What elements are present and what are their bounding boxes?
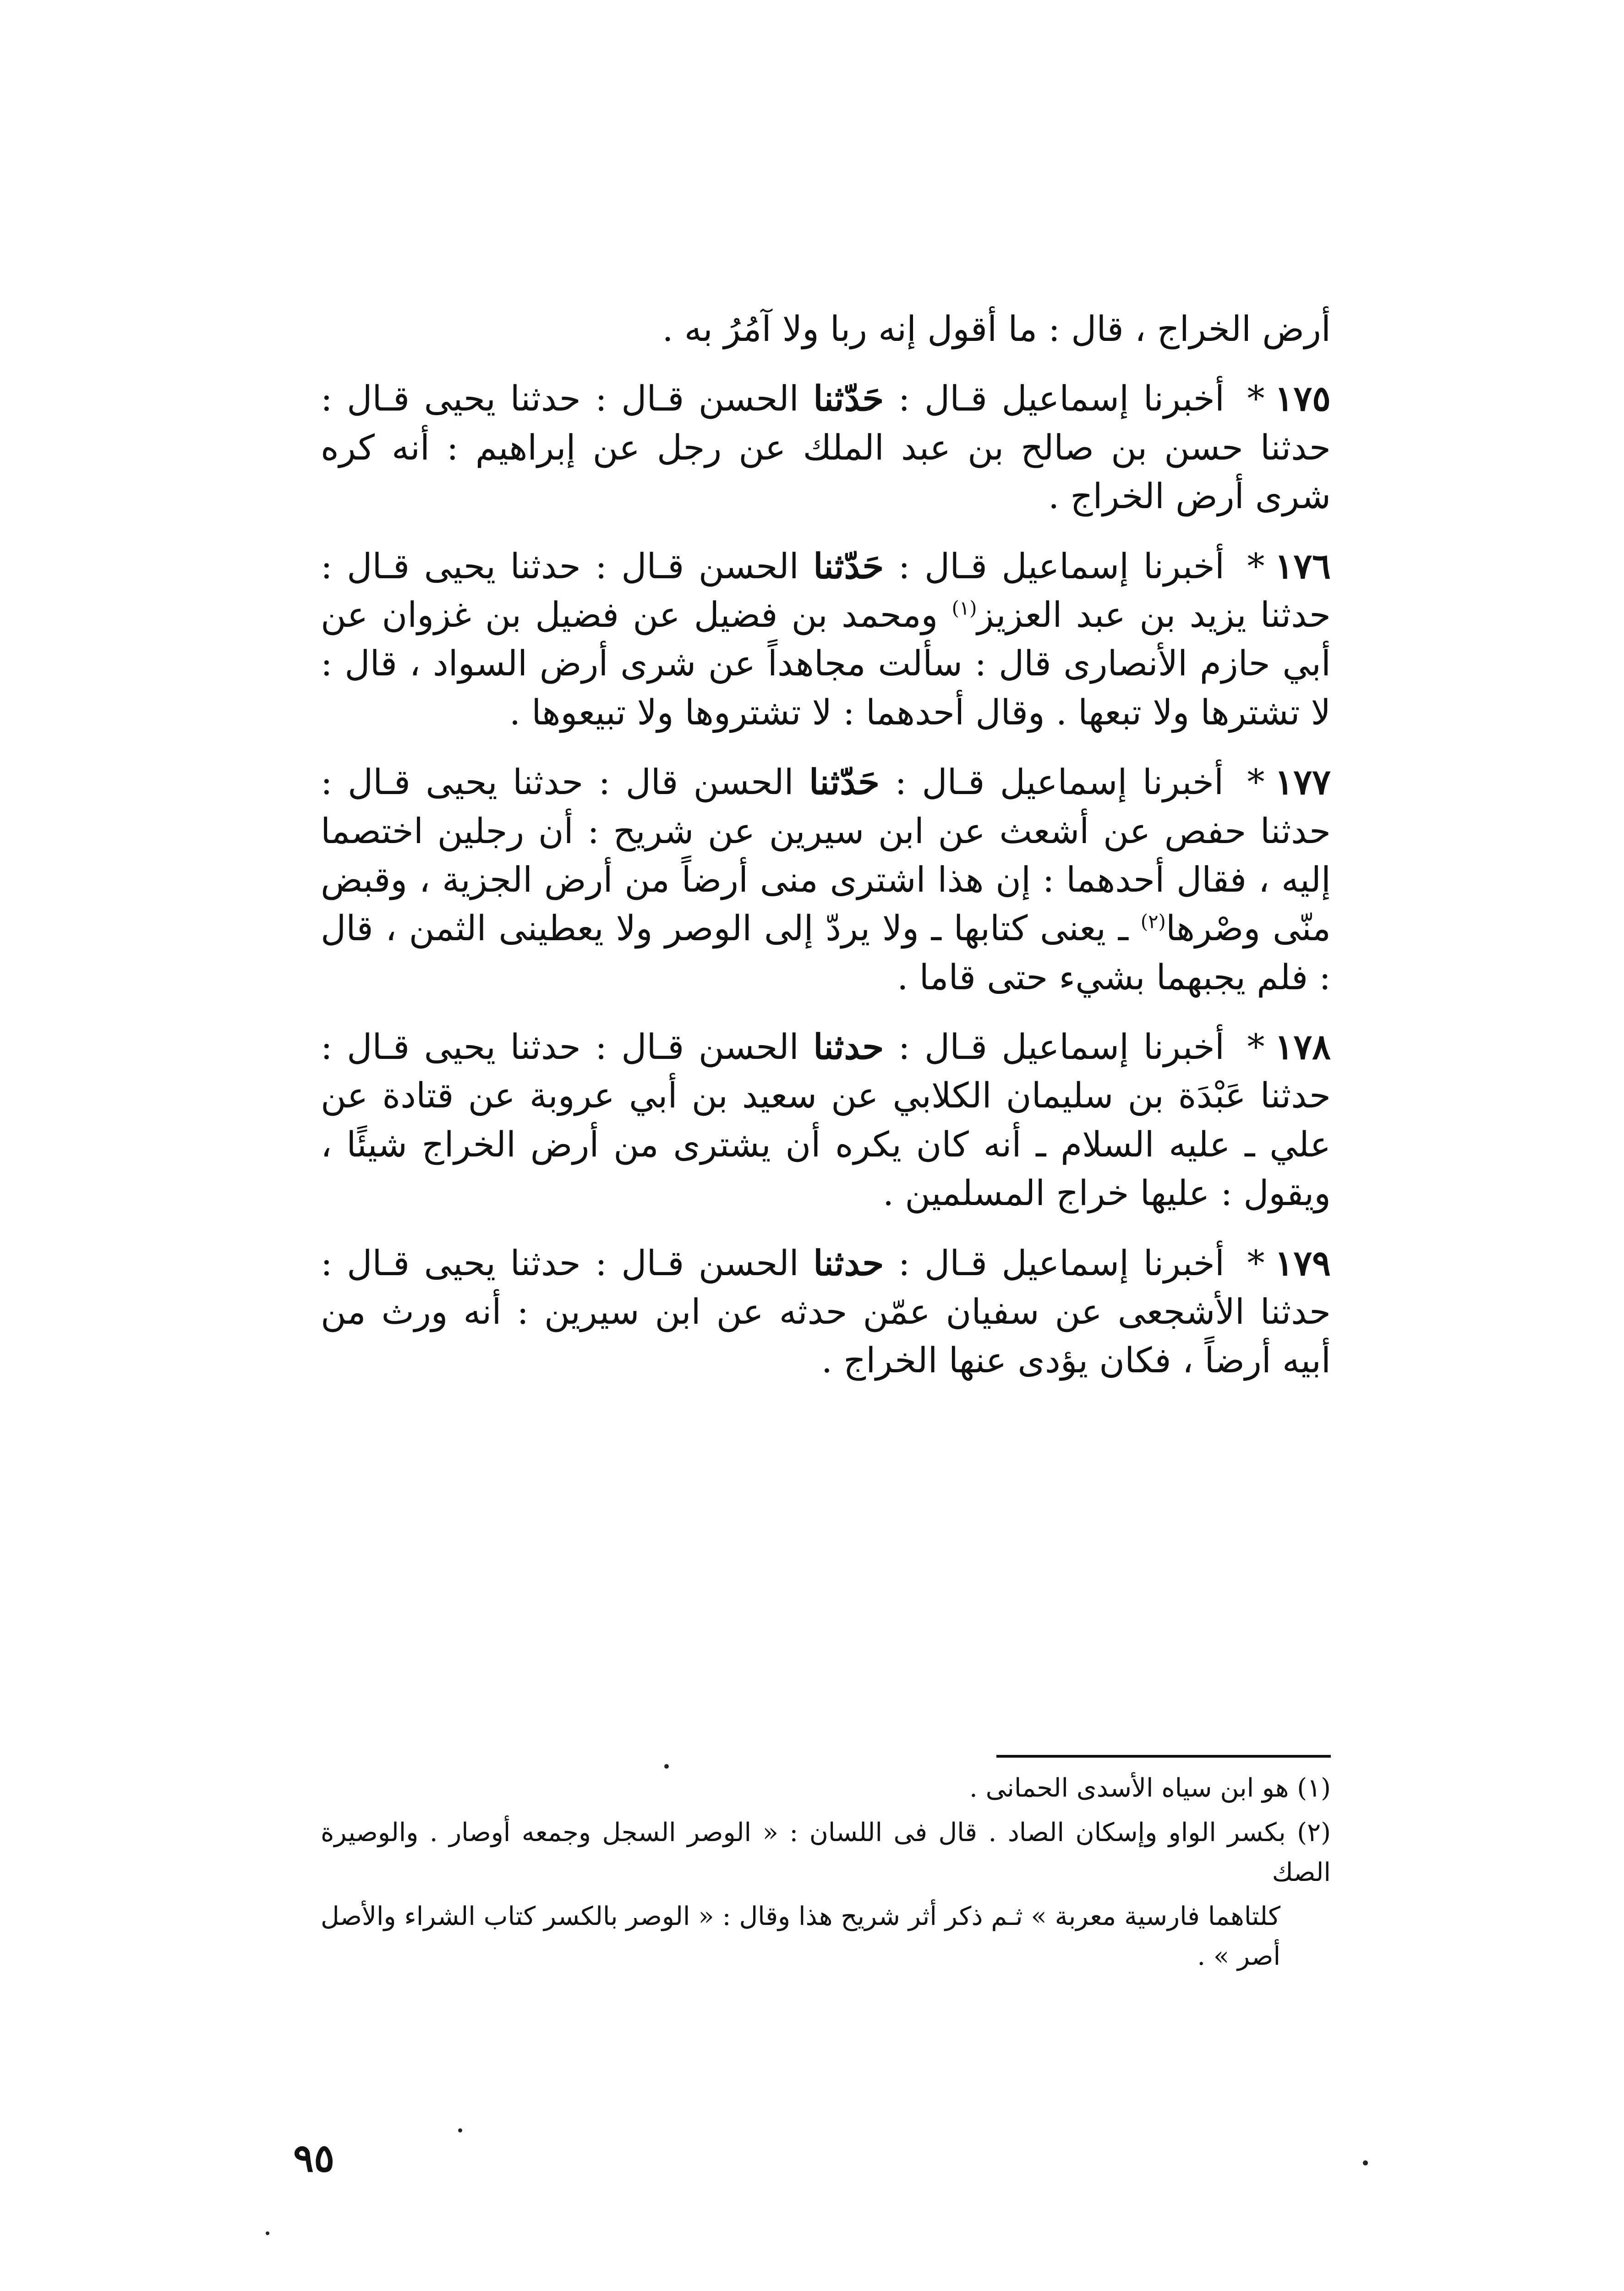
hadith-entry-179 [321,1239,1331,1385]
isnad-prefix: أخبرنا إسماعيل قـال : [898,378,1225,419]
entry-number: ١٧٥ [1274,378,1331,419]
entry-number: ١٧٩ [1274,1242,1331,1283]
isnad-bold: حدثنا [813,1026,884,1068]
hadith-entry-175 [321,374,1331,521]
footnote-1 [321,1769,1331,1809]
entry-number: ١٧٧ [1274,762,1331,803]
entry-text-after-note: ومحمد بن فضيل عن فضيل بن غزوان عن أبي حازم الأنصارى قال : سألت مجاهداً عن شرى أرض السواد ، قال : لا تشترها ولا تبعها . وقال أحدهما : لا تشتروها ولا تبيعوها . [321,594,1331,733]
entry-number: ١٧٦ [1274,545,1331,586]
entry-text: حدثنا حسن بن صالح بن عبد الملك عن رجل عن إبراهيم : أنه كره شرى أرض الخراج . [321,427,1331,517]
entry-text-after-note: ـ يعنى كتابها ـ ولا يردّ إلى الوصر ولا يعطينى الثمن ، قال : فلم يجبهما بشيء حتى قاما . [321,908,1331,998]
scan-speck [458,2128,462,2132]
footnote-marker: (١) [1297,1773,1331,1803]
isnad-prefix: أخبرنا إسماعيل قـال : [898,545,1225,586]
entry-number: ١٧٨ [1274,1026,1331,1068]
isnad-bold: حَدّثنا [809,762,880,803]
scan-speck [266,2231,269,2235]
isnad-bold: حَدّثنا [813,378,884,419]
hadith-entry-177 [321,758,1331,1002]
scan-speck [664,1764,669,1769]
isnad-suffix: الحسن قـال : حدثنا يحيى قـال : [321,378,799,419]
isnad-suffix: الحسن قال : حدثنا يحيى قـال : [321,762,794,803]
footnote-marker: (٢) [1297,1817,1331,1847]
footnote-text: هو ابن سياه الأسدى الحمانى . [969,1773,1289,1803]
footnote-text: بكسر الواو وإسكان الصاد . قال فى اللسان : « الوصر السجل وجمعه أوصار . والوصيرة الصك [321,1817,1331,1887]
entry-text: حدثنا عَبْدَة بن سليمان الكلابي عن سعيد بن أبي عروبة عن قتادة عن علي ـ عليه السلام ـ أنه كان يكره أن يشترى من أرض الخراج شيئًا ، ويقول : عليها خراج المسلمين . [321,1075,1331,1214]
page-number: ٩٥ [293,2135,335,2181]
entry-text: حدثنا الأشجعى عن سفيان عمّن حدثه عن ابن سيرين : أنه ورث من أبيه أرضاً ، فكان يؤدى عنها الخراج . [321,1291,1331,1381]
asterisk-icon: * [1247,762,1265,803]
scan-speck [1363,2160,1368,2165]
footnote-divider [996,1755,1331,1758]
isnad-suffix: الحسن قـال : حدثنا يحيى قـال : [321,1242,799,1283]
hadith-entry-178 [321,1023,1331,1218]
isnad-prefix: أخبرنا إسماعيل قـال : [895,762,1224,803]
main-text [321,305,1331,1396]
footnote-2 [321,1813,1331,1893]
entry-text-before-note: حدثنا يزيد بن عبد العزيز [977,594,1331,635]
asterisk-icon: * [1247,1026,1265,1068]
isnad-prefix: أخبرنا إسماعيل قـال : [898,1242,1225,1283]
footnote-2-continuation: كلتاهما فارسية معربة » ثـم ذكر أثر شريح هذا وقال : « الوصر بالكسر كتاب الشراء والأصل أصر » . [321,1902,1280,1972]
isnad-prefix: أخبرنا إسماعيل قـال : [898,1026,1225,1068]
isnad-suffix: الحسن قـال : حدثنا يحيى قـال : [321,1026,799,1068]
asterisk-icon: * [1247,1242,1265,1283]
footnote-ref: (١) [951,597,977,619]
isnad-bold: حدثنا [813,1242,884,1283]
opening-line: أرض الخراج ، قال : ما أقول إنه ربا ولا آمُرُ به . [662,308,1331,349]
asterisk-icon: * [1247,545,1265,586]
isnad-suffix: الحسن قـال : حدثنا يحيى قـال : [321,545,799,586]
entry-text-before-note: حدثنا حفص عن أشعث عن ابن سيرين عن شريح : أن رجلين اختصما إليه ، فقال أحدهما : إن هذا اشترى منى أرضاً من أرض الجزية ، وقبض منّى وصْرها [321,810,1331,949]
hadith-entry-176 [321,542,1331,737]
asterisk-icon: * [1247,378,1265,419]
footnote-ref: (٢) [1140,910,1166,933]
footnotes [321,1769,1331,1981]
isnad-bold: حَدّثنا [813,545,884,586]
